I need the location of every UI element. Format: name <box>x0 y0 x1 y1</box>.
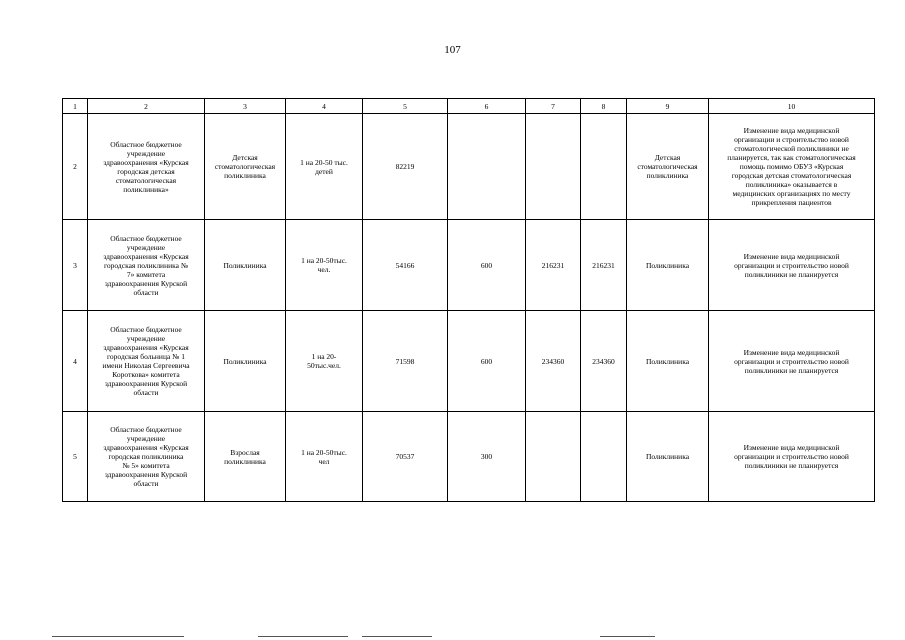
scan-edge-line <box>600 636 655 637</box>
value-cell: 216231 <box>581 220 627 311</box>
norm-cell: 1 на 20-50 тыс. детей <box>286 114 363 220</box>
facility-type-cell: Поликлиника <box>627 311 709 412</box>
column-header: 5 <box>363 99 448 114</box>
column-header: 7 <box>526 99 581 114</box>
norm-cell: 1 на 20- 50тыс.чел. <box>286 311 363 412</box>
value-cell <box>581 412 627 502</box>
column-header: 3 <box>205 99 286 114</box>
table-row <box>63 311 875 412</box>
value-cell: 600 <box>448 220 526 311</box>
table-row <box>63 412 875 502</box>
facility-type-cell: Взрослая поликлиника <box>205 412 286 502</box>
scan-edge-line <box>258 636 348 637</box>
value-cell: 71598 <box>363 311 448 412</box>
column-header: 1 <box>63 99 88 114</box>
norm-cell: 1 на 20-50тыс. чел <box>286 412 363 502</box>
column-header: 9 <box>627 99 709 114</box>
scan-edge-line <box>362 636 432 637</box>
table-row <box>63 114 875 220</box>
value-cell: 300 <box>448 412 526 502</box>
page-number: 107 <box>444 44 461 56</box>
norm-cell: 1 на 20-50тыс. чел. <box>286 220 363 311</box>
value-cell: 82219 <box>363 114 448 220</box>
note-cell: Изменение вида медицинской организации и строительство новой поликлиники не планируется <box>709 412 875 502</box>
value-cell <box>526 114 581 220</box>
organization-cell: Областное бюджетное учреждение здравоохранения «Курская городская поликлиника № 7» комитета здравоохранения Курской области <box>88 220 205 311</box>
organization-cell: Областное бюджетное учреждение здравоохранения «Курская городская детская стоматологическая поликлиника» <box>88 114 205 220</box>
row-number-cell: 4 <box>63 311 88 412</box>
facility-type-cell: Поликлиника <box>205 220 286 311</box>
facility-type-cell: Детская стоматологическая поликлиника <box>627 114 709 220</box>
column-header: 10 <box>709 99 875 114</box>
value-cell <box>581 114 627 220</box>
value-cell: 600 <box>448 311 526 412</box>
facility-type-cell: Поликлиника <box>627 412 709 502</box>
value-cell: 234360 <box>581 311 627 412</box>
column-header: 8 <box>581 99 627 114</box>
value-cell <box>526 412 581 502</box>
note-cell: Изменение вида медицинской организации и строительство новой стоматологической поликлиники не планируется, так как стоматологическая помощь помимо ОБУЗ «Курская городская детская стоматологическая поликлиника» оказывается в медицинских организациях по месту прикрепления пациентов <box>709 114 875 220</box>
value-cell: 216231 <box>526 220 581 311</box>
value-cell: 54166 <box>363 220 448 311</box>
column-header: 6 <box>448 99 526 114</box>
data-table <box>62 98 875 502</box>
row-number-cell: 3 <box>63 220 88 311</box>
note-cell: Изменение вида медицинской организации и строительство новой поликлиники не планируется <box>709 220 875 311</box>
table-header-row <box>63 99 875 114</box>
value-cell: 70537 <box>363 412 448 502</box>
row-number-cell: 5 <box>63 412 88 502</box>
scan-edge-line <box>52 636 184 637</box>
row-number-cell: 2 <box>63 114 88 220</box>
facility-type-cell: Поликлиника <box>627 220 709 311</box>
column-header: 2 <box>88 99 205 114</box>
organization-cell: Областное бюджетное учреждение здравоохранения «Курская городская больница № 1 имени Николая Сергеевича Короткова» комитета здравоохранения Курской области <box>88 311 205 412</box>
table-row <box>63 220 875 311</box>
value-cell: 234360 <box>526 311 581 412</box>
note-cell: Изменение вида медицинской организации и строительство новой поликлиники не планируется <box>709 311 875 412</box>
column-header: 4 <box>286 99 363 114</box>
facility-type-cell: Детская стоматологическая поликлиника <box>205 114 286 220</box>
organization-cell: Областное бюджетное учреждение здравоохранения «Курская городская поликлиника № 5» комитета здравоохранения Курской области <box>88 412 205 502</box>
facility-type-cell: Поликлиника <box>205 311 286 412</box>
value-cell <box>448 114 526 220</box>
